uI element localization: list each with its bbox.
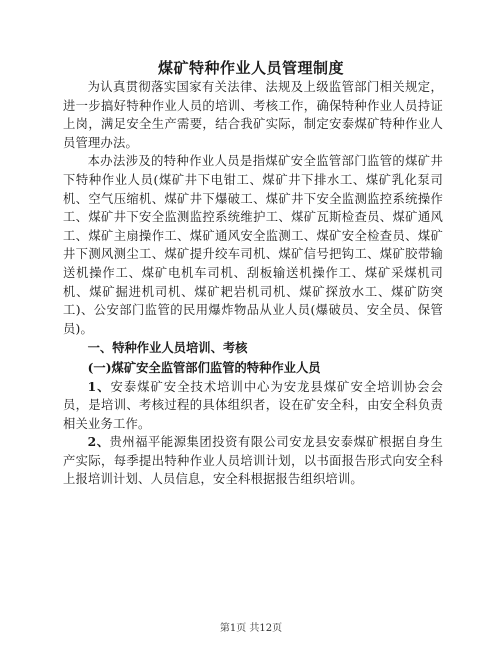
item-text: 安泰煤矿安全技术培训中心为安龙县煤矿安全培训协会会员，是培训、考核过程的具体组织者，设在矿安全科，由安全科负责相关业务工作。 <box>63 379 443 431</box>
scope-paragraph: 本办法涉及的特种作业人员是指煤矿安全监管部门监管的煤矿井下特种作业人员(煤矿井下电钳工、煤矿井下排水工、煤矿乳化泵司机、空气压缩机、煤矿井下爆破工、煤矿井下安全监测监控系统操作工、煤矿井下安全监测监控系统维护工、煤矿瓦斯检查员、煤矿通风工、煤矿主扇操作工、煤矿通风安全监测工、煤矿安全检查员、煤矿井下测风测尘工、煤矿提升绞车司机、煤矿信号把钩工、煤矿胶带输送机操作工、煤矿电机车司机、刮板输送机操作工、煤矿采煤机司机、煤矿掘进机司机、煤矿耙岩机司机、煤矿探放水工、煤矿防突工)、公安部门监管的民用爆炸物品从业人员(爆破员、安全员、保管员)。 <box>63 154 443 336</box>
document-body <box>63 78 443 489</box>
item-text: 贵州福平能源集团投资有限公司安龙县安泰煤矿根据自身生产实际，每季提出特种作业人员培训计划，以书面报告形式向安全科上报培训计划、人员信息，安全科根据报告组织培训。 <box>63 435 443 487</box>
intro-paragraph: 为认真贯彻落实国家有关法律、法规及上级监管部门相关规定，进一步搞好特种作业人员的培训、考核工作，确保特种作业人员持证上岗，满足安全生产需要，结合我矿实际，制定安泰煤矿特种作业人员管理办法。 <box>63 80 443 150</box>
item-number: 1、 <box>87 378 111 394</box>
document-title: 煤矿特种作业人员管理制度 <box>157 59 344 77</box>
section-heading: 一、特种作业人员培训、考核 <box>87 340 248 356</box>
subsection-heading: (一)煤矿安全监管部们监管的特种作业人员 <box>87 359 321 375</box>
list-item <box>63 378 443 434</box>
list-item <box>63 433 443 489</box>
page-footer: 第1页 共12页 <box>219 623 283 634</box>
item-number: 2、 <box>87 434 110 450</box>
